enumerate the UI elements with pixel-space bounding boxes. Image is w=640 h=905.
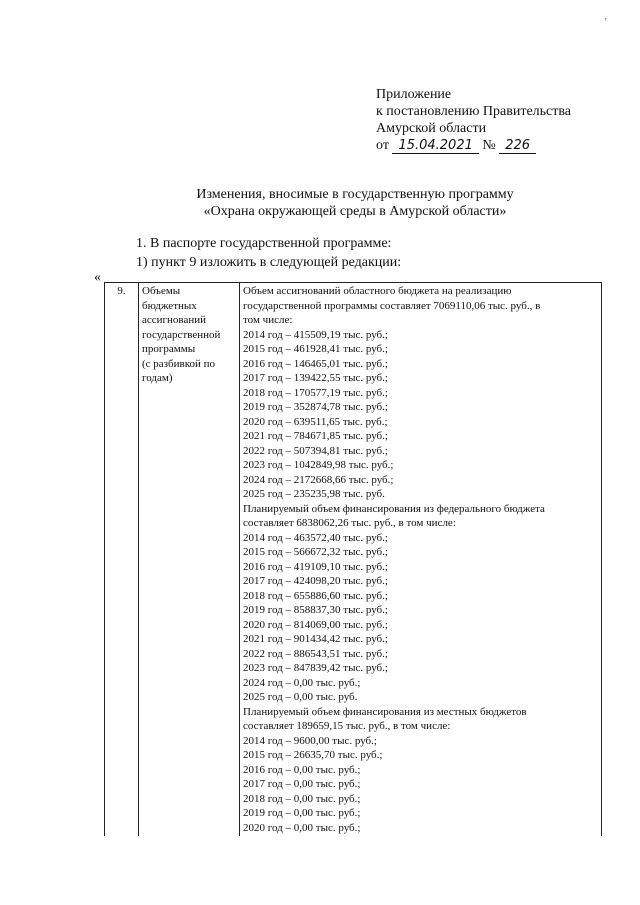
header-line-2: к постановлению Правительства [376, 104, 572, 119]
row-name-cell [139, 283, 240, 837]
paragraph-1: 1. В паспорте государственной программе: [136, 236, 392, 251]
content-line: 2015 год – 461928,41 тыс. руб.; [243, 343, 388, 355]
row-name-line: бюджетных [142, 299, 197, 312]
approval-header [376, 86, 571, 154]
content-line: составляет 6838062,26 тыс. руб., в том числе: [243, 517, 456, 529]
row-name-line: программы [142, 343, 196, 355]
content-line: 2023 год – 1042849,98 тыс. руб.; [243, 459, 394, 471]
content-line: 2014 год – 9600,00 тыс. руб.; [243, 734, 377, 747]
document-title [180, 186, 530, 220]
content-line: 2019 год – 0,00 тыс. руб.; [243, 807, 361, 819]
handwritten-number: 226 [499, 138, 536, 154]
header-line-1: Приложение [376, 87, 452, 102]
content-line: 2024 год – 2172668,66 тыс. руб.; [243, 473, 394, 486]
content-line: 2025 год – 235235,98 тыс. руб. [243, 488, 385, 500]
content-line: составляет 189659,15 тыс. руб., в том числе: [243, 720, 451, 732]
content-line: 2020 год – 0,00 тыс. руб.; [243, 821, 361, 834]
content-line: 2021 год – 784671,85 тыс. руб.; [243, 430, 388, 442]
content-line: 2018 год – 655886,60 тыс. руб.; [243, 589, 388, 602]
header-date-line [376, 137, 571, 154]
content-line: 2017 год – 424098,20 тыс. руб.; [243, 575, 388, 587]
opening-quote: « [94, 270, 101, 285]
content-line: 2016 год – 146465,01 тыс. руб.; [243, 357, 388, 370]
content-line: 2025 год – 0,00 тыс. руб. [243, 691, 358, 703]
title-line-1: Изменения, вносимые в государственную программу [196, 187, 514, 202]
content-line: 2018 год – 0,00 тыс. руб.; [243, 792, 361, 805]
content-line: Планируемый объем финансирования из местных бюджетов [243, 705, 527, 718]
row-name-line: ассигнований [142, 314, 207, 326]
content-line: 2015 год – 26635,70 тыс. руб.; [243, 749, 383, 761]
content-line: 2021 год – 901434,42 тыс. руб.; [243, 633, 388, 645]
content-line: государственной программы составляет 7069110,06 тыс. руб., в [243, 299, 541, 312]
program-table [104, 282, 602, 836]
row-name-line: государственной [142, 328, 221, 341]
from-label: от [376, 138, 389, 153]
number-label: № [482, 138, 496, 153]
content-line: 2017 год – 0,00 тыс. руб.; [243, 778, 361, 790]
content-line: 2022 год – 507394,81 тыс. руб.; [243, 444, 388, 457]
table-row [105, 283, 602, 837]
row-number-cell: 9. [105, 283, 139, 837]
content-line: 2018 год – 170577,19 тыс. руб.; [243, 386, 388, 399]
content-line: Объем ассигнований областного бюджета на реализацию [243, 285, 512, 297]
header-line-3: Амурской области [376, 121, 487, 136]
paragraph-2: 1) пункт 9 изложить в следующей редакции: [136, 255, 402, 270]
content-line: 2015 год – 566672,32 тыс. руб.; [243, 546, 388, 558]
content-line: 2022 год – 886543,51 тыс. руб.; [243, 647, 388, 660]
content-line: 2019 год – 858837,30 тыс. руб.; [243, 604, 388, 616]
row-content-cell [240, 283, 602, 837]
content-line: 2017 год – 139422,55 тыс. руб.; [243, 372, 388, 384]
handwritten-date: 15.04.2021 [392, 138, 478, 154]
content-line: 2014 год – 415509,19 тыс. руб.; [243, 328, 388, 341]
title-line-2: «Охрана окружающей среды в Амурской области» [203, 204, 507, 219]
content-line: 2014 год – 463572,40 тыс. руб.; [243, 531, 388, 544]
row-name-line: Объемы [142, 285, 181, 297]
corner-mark: ’ [604, 17, 608, 28]
content-line: 2024 год – 0,00 тыс. руб.; [243, 676, 361, 689]
row-name-line: (с разбивкой по [142, 357, 216, 370]
content-line: 2019 год – 352874,78 тыс. руб.; [243, 401, 388, 413]
content-line: 2016 год – 0,00 тыс. руб.; [243, 763, 361, 776]
content-line: 2023 год – 847839,42 тыс. руб.; [243, 662, 388, 674]
row-name-line: годам) [142, 372, 173, 384]
content-line: 2020 год – 639511,65 тыс. руб.; [243, 415, 388, 428]
content-line: Планируемый объем финансирования из федерального бюджета [243, 502, 545, 515]
content-line: том числе: [243, 314, 293, 326]
content-line: 2020 год – 814069,00 тыс. руб.; [243, 618, 388, 631]
content-line: 2016 год – 419109,10 тыс. руб.; [243, 560, 388, 573]
